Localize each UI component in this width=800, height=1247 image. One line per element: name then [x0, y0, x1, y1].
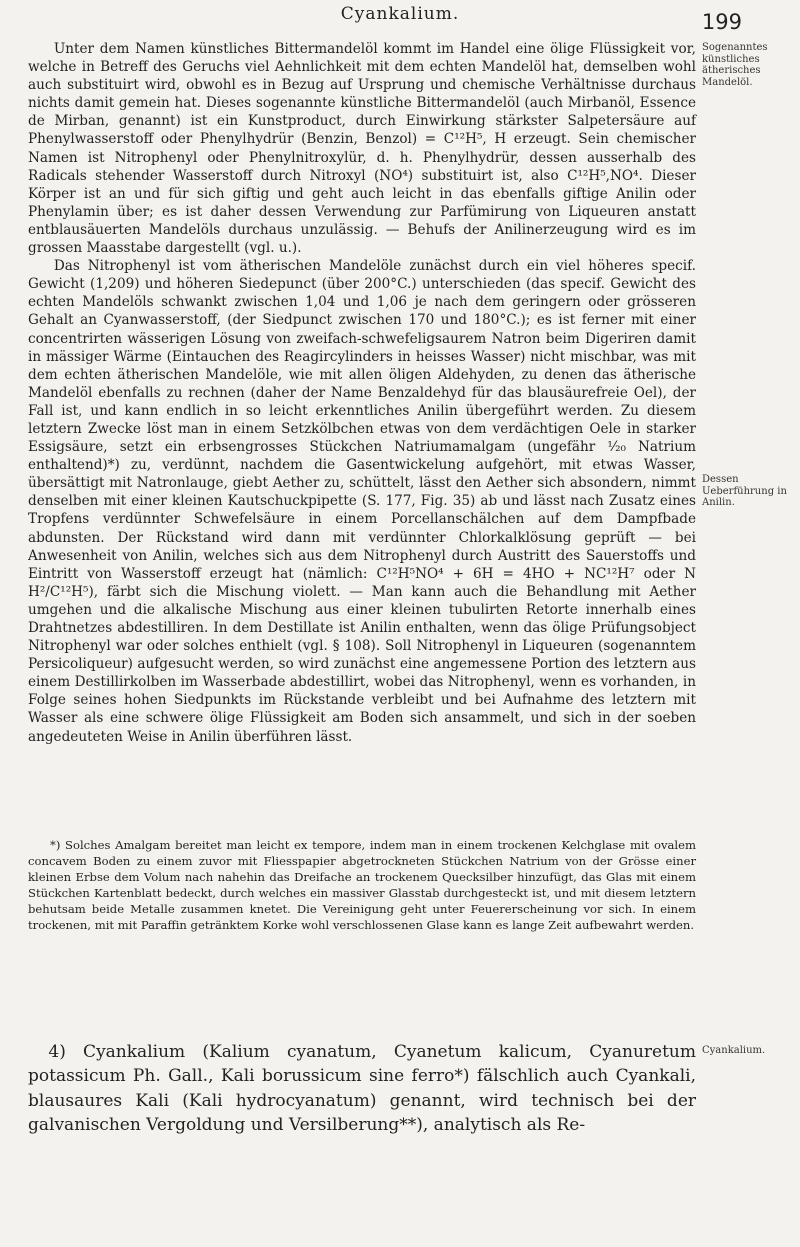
footnote — [28, 837, 696, 933]
main-text — [28, 40, 696, 746]
running-title: Cyankalium. — [340, 4, 460, 24]
margin-note-aniline: Dessen Ueberführung in Anilin. — [702, 474, 787, 508]
paragraph-1: Unter dem Namen künstliches Bittermandelöl kommt im Handel eine ölige Flüssigkeit vor, welche in Betreff des Geruchs viel Aehnlichkeit mit dem echten Mandelöl hat, demselben wohl auch substituirt wird, obwohl es in Bezug auf Ursprung und chemische Verhältnisse durchaus nichts damit gemein hat. Dieses sogenannte künstliche Bittermandelöl (auch Mirbanöl, Essence de Mirban, genannt) ist ein Kunstproduct, durch Einwirkung stärkster Salpetersäure auf Phenylwasserstoff oder Phenylhydrür (Benzin, Benzol) = C¹²H⁵, H erzeugt. Sein chemischer Namen ist Nitrophenyl oder Phenylnitroxylür, d. h. Phenylhydrür, dessen ausserhalb des Radicals stehender Wasserstoff durch Nitroxyl (NO⁴) substituirt ist, also C¹²H⁵,NO⁴. Dieser Körper ist an und für sich giftig und geht auch leicht in das ebenfalls giftige Anilin oder Phenylamin über; es ist daher dessen Verwendung zur Parfümirung von Liqueuren anstatt entblausäuerten Mandelöls durchaus unzulässig. — Behufs der Anilinerzeugung wird es im grossen Maasstabe dargestellt (vgl. u.). — [28, 41, 696, 257]
page-number: 199 — [701, 10, 742, 34]
page-header — [0, 4, 800, 44]
section-4-text: 4) Cyankalium (Kalium cyanatum, Cyanetum kalicum, Cyanuretum potassicum Ph. Gall., Kali borussicum sine ferro*) fälschlich auch Cyankali, blausaures Kali (Kali hydrocyanatum) genannt, wird technisch bei der galvanischen Vergoldung und Versilberung**), analytisch als Re- — [28, 1042, 696, 1136]
paragraph-2: Das Nitrophenyl ist vom ätherischen Mandelöle zunächst durch ein viel höheres specif. Gewicht (1,209) und höheren Siedepunct (über 200°C.) unterschieden (das specif. Gewicht des echten Mandelöls schwankt zwischen 1,04 und 1,06 je nach dem geringern oder grösseren Gehalt an Cyanwasserstoff, (der Siedpunct zwischen 170 und 180°C.); es ist ferner mit einer concentrirten wässerigen Lösung von zweifach-schwefeligsaurem Natron beim Digeriren damit in mässiger Wärme (Eintauchen des Reagircylinders in heisses Wasser) nicht mischbar, was mit dem echten ätherischen Mandelöle, wie mit allen öligen Aldehyden, zu denen das ätherische Mandelöl ebenfalls zu rechnen (daher der Name Benzaldehyd für das blausäurefreie Oel), der Fall ist, und kann endlich in so leicht erkenntliches Anilin übergeführt werden. Zu diesem letztern Zwecke löst man in einem Setzkölbchen etwas von dem verdächtigen Oele in starker Essigsäure, setzt ein erbsengrosses Stückchen Natriumamalgam (ungefähr ¹⁄₂₀ Natrium enthaltend)*) zu, verdünnt, nachdem die Gasentwickelung aufgehört, mit etwas Wasser, übersättigt mit Natronlauge, giebt Aether zu, schüttelt, lässt den Aether sich absondern, nimmt denselben mit einer kleinen Kautschuckpipette (S. 177, Fig. 35) ab und lässt nach Zusatz eines Tropfens verdünnter Schwefelsäure in einem Porcellanschälchen auf dem Dampfbade abdunsten. Der Rückstand wird dann mit verdünnter Chlorkalklösung geprüft — bei Anwesenheit von Anilin, welches sich aus dem Nitrophenyl durch Austritt des Sauerstoffs und Eintritt von Wasserstoff erzeugt hat (nämlich: C¹²H⁵NO⁴ + 6H = 4HO + NC¹²H⁷ oder N H²/C¹²H⁵), färbt sich die Mischung violett. — Man kann auch die Behandlung mit Aether umgehen und die alkalische Mischung aus einer kleinen tubulirten Retorte innerhalb eines Drahtnetzes abdestilliren. In dem Destillate ist Anilin enthalten, wenn das ölige Prüfungsobject Nitrophenyl war oder solches enthielt (vgl. § 108). Soll Nitrophenyl in Liqueuren (sogenanntem Persicoliqueur) aufgesucht werden, so wird zunächst eine angemessene Portion des letztern aus einem Destillirkolben im Wasserbade abdestillirt, wobei das Nitrophenyl, wenn es vorhanden, in Folge seines hohen Siedpunkts im Rückstande verbleibt und bei Aufnahme des letztern mit Wasser als eine schwere ölige Flüssigkeit am Boden sich ansammelt, und sich in der soeben angedeuteten Weise in Anilin überführen lässt. — [28, 258, 696, 745]
section-4 — [28, 1040, 696, 1138]
margin-note-artificial-oil: Sogenanntes künstliches ätherisches Mandelöl. — [702, 42, 768, 88]
footnote-text: *) Solches Amalgam bereitet man leicht ex tempore, indem man in einem trockenen Kelchglase mit ovalem concavem Boden zu einem zuvor mit Fliesspapier abgetrockneten Stückchen Natrium von der Grösse einer kleinen Erbse dem Volum nach nahehin das Dreifache an trockenem Quecksilber hinzufügt, das Glas mit einem Stückchen Kartenblatt bedeckt, durch welches ein massiver Glasstab durchgesteckt ist, und mit diesem letztern behutsam beide Metalle zusammen knetet. Die Vereinigung geht unter Feuererscheinung vor sich. In einem trockenen, mit mit Paraffin getränktem Korke wohl verschlossenen Glase kann es lange Zeit aufbewahrt werden. — [28, 838, 696, 932]
margin-note-cyankalium: Cyankalium. — [702, 1045, 766, 1056]
